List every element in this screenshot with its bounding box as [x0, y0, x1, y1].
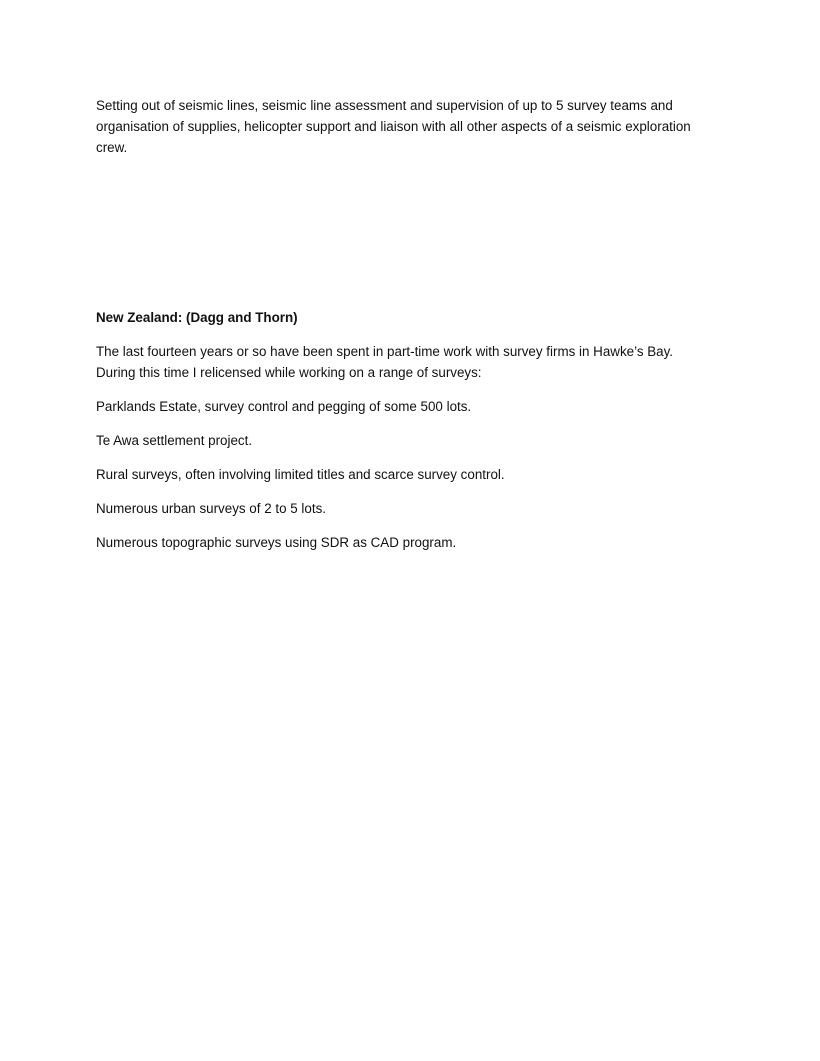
section-heading: New Zealand: (Dagg and Thorn) — [96, 310, 298, 325]
intro-paragraph: Setting out of seismic lines, seismic line assessment and supervision of up to 5 survey teams and organisation of supplies, helicopter support and liaison with all other aspects of a seismic exploration crew. — [96, 98, 691, 155]
section-paragraph: Parklands Estate, survey control and pegging of some 500 lots. — [96, 399, 472, 414]
section-paragraph: The last fourteen years or so have been spent in part-time work with survey firms in Hawke’s Bay. During this time I relicensed while working on a range of surveys: — [96, 344, 674, 380]
new-zealand-section — [96, 307, 706, 566]
section-paragraph: Numerous topographic surveys using SDR as CAD program. — [96, 535, 457, 550]
section-paragraph: Numerous urban surveys of 2 to 5 lots. — [96, 501, 326, 516]
section-paragraph: Rural surveys, often involving limited titles and scarce survey control. — [96, 467, 505, 482]
section-paragraph: Te Awa settlement project. — [96, 433, 253, 448]
intro-block — [96, 95, 706, 158]
